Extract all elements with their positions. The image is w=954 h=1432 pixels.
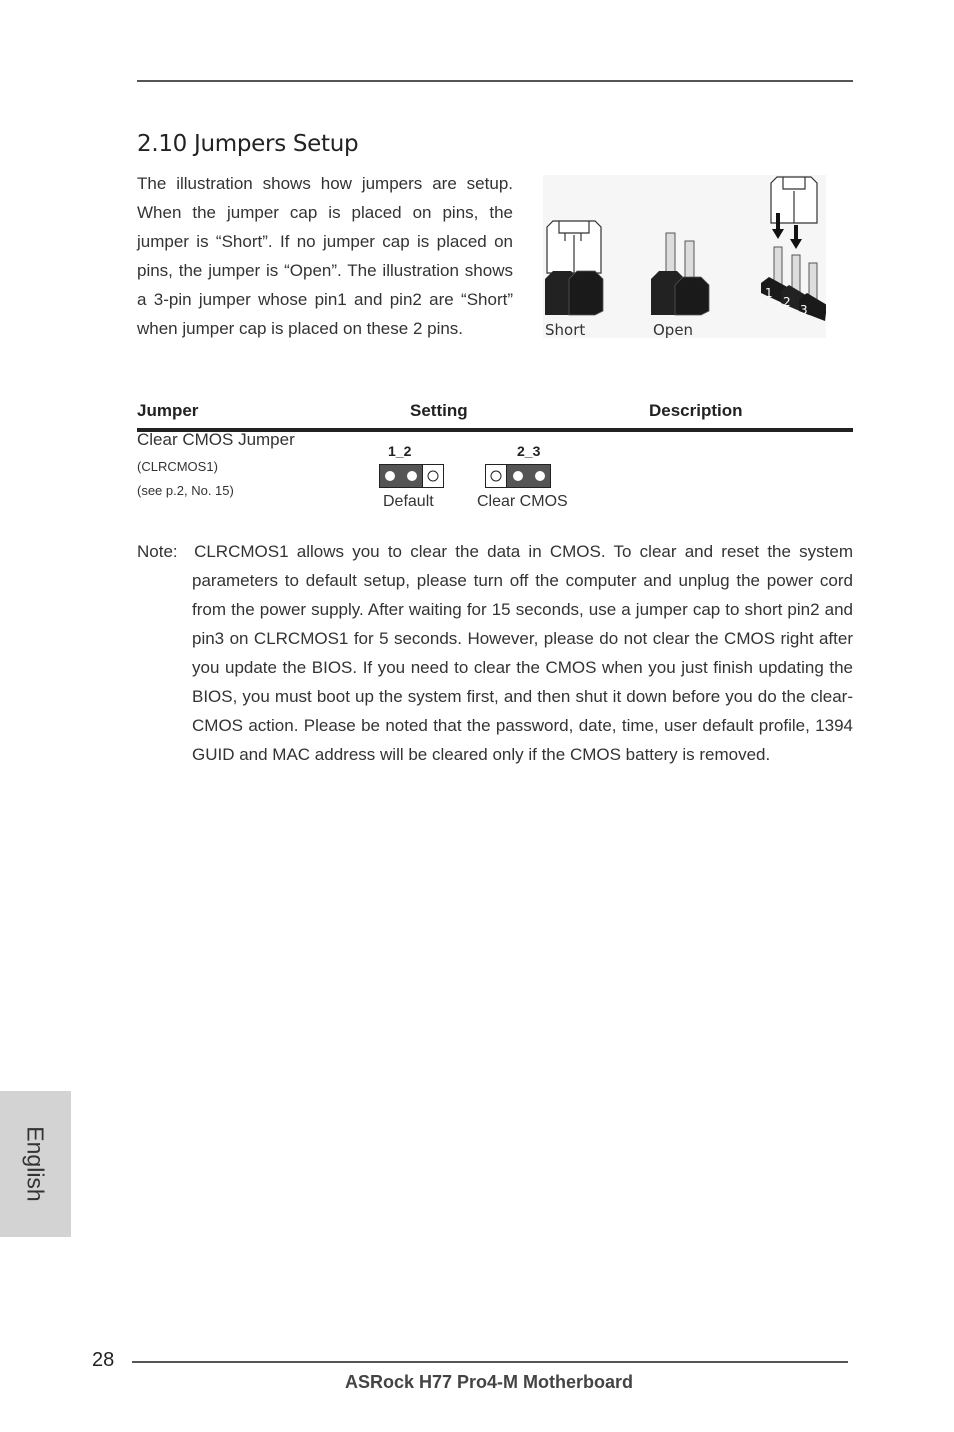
header-description: Description	[649, 401, 743, 420]
jumper-reference: (see p.2, No. 15)	[137, 483, 234, 498]
note-label: Note:	[137, 542, 178, 561]
section-title: 2.10 Jumpers Setup	[137, 131, 359, 157]
jumper-id: (CLRCMOS1)	[137, 459, 218, 474]
header-setting: Setting	[410, 401, 468, 420]
page-number: 28	[92, 1349, 115, 1371]
language-tab	[0, 1091, 71, 1237]
intro-text: The illustration shows how jumpers are setup. When the jumper cap is placed on pins, the jumper is “Short”. If no jumper cap is placed on pins, the jumper is “Open”. The illustration shows a 3-pin jumper whose pin1 and pin2 are “Short” when jumper cap is placed on these 2 pins.	[137, 174, 513, 338]
open-jumper-graphic	[651, 233, 709, 315]
footer-text: ASRock H77 Pro4-M Motherboard	[345, 1372, 634, 1392]
jumper-illustration	[543, 175, 826, 338]
default-pin-label: 1_2	[388, 443, 412, 459]
three-pin-jumper-graphic	[761, 177, 826, 321]
pin-number-1: 1	[765, 286, 773, 300]
top-rule	[137, 80, 853, 82]
bottom-rule	[132, 1361, 848, 1363]
open-label: Open	[653, 321, 694, 338]
short-jumper-graphic	[545, 221, 603, 315]
default-pin-diagram	[379, 464, 445, 488]
clear-cmos-pin-label: 2_3	[517, 443, 541, 459]
intro-paragraph	[137, 169, 513, 343]
pin-number-3: 3	[800, 303, 808, 317]
table-header	[137, 401, 853, 431]
pin-number-2: 2	[783, 295, 791, 309]
clear-cmos-caption: Clear CMOS	[477, 493, 568, 510]
header-jumper: Jumper	[137, 401, 199, 420]
jumper-name: Clear CMOS Jumper	[137, 430, 295, 449]
language-tab-label: English	[22, 1126, 49, 1202]
note-paragraph	[137, 537, 853, 769]
clear-cmos-pin-diagram	[485, 464, 552, 488]
note-text: CLRCMOS1 allows you to clear the data in CMOS. To clear and reset the system parameters to default setup, please turn off the computer and unplug the power cord from the power supply. After waiting for 15 seconds, use a jumper cap to short pin2 and pin3 on CLRCMOS1 for 5 seconds. However, please do not clear the CMOS right after you update the BIOS. If you need to clear the CMOS when you just finish updating the BIOS, you must boot up the system first, and then shut it down before you do the clear-CMOS action. Please be noted that the password, date, time, user default profile, 1394 GUID and MAC address will be cleared only if the CMOS battery is removed.	[192, 542, 853, 764]
default-caption: Default	[383, 493, 434, 510]
short-label: Short	[545, 321, 586, 338]
